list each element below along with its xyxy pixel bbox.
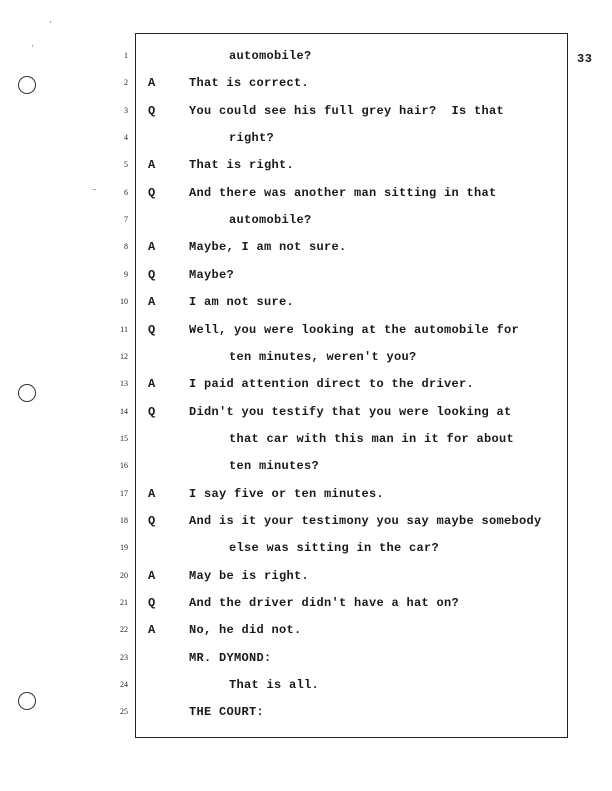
speaker-label: Q bbox=[148, 596, 156, 610]
transcript-line bbox=[0, 295, 612, 315]
line-number: 1 bbox=[124, 51, 128, 60]
line-text: automobile? bbox=[229, 49, 312, 63]
line-number: 3 bbox=[124, 105, 128, 115]
speaker-label: A bbox=[148, 568, 156, 583]
line-text: And there was another man sitting in that bbox=[189, 185, 497, 200]
line-number: 14 bbox=[120, 406, 128, 416]
line-text: I paid attention direct to the driver. bbox=[189, 377, 475, 392]
transcript-line bbox=[0, 596, 612, 616]
speaker-label: Q bbox=[148, 404, 156, 419]
transcript-line bbox=[0, 76, 612, 96]
transcript-line bbox=[0, 240, 612, 260]
line-text: Didn't you testify that you were looking at bbox=[189, 404, 512, 419]
line-text: Well, you were looking at the automobile for bbox=[189, 322, 520, 337]
transcript-line bbox=[0, 186, 612, 206]
speaker-label: Q bbox=[148, 267, 156, 282]
transcript-line bbox=[0, 350, 612, 370]
transcript-line bbox=[0, 705, 612, 725]
transcript-line bbox=[0, 49, 612, 69]
line-number: 15 bbox=[120, 433, 128, 443]
speaker-label: A bbox=[148, 486, 156, 501]
transcript-line bbox=[0, 213, 612, 233]
line-text: I am not sure. bbox=[189, 295, 295, 310]
line-text: THE COURT: bbox=[189, 705, 265, 720]
line-text: right? bbox=[229, 131, 275, 146]
transcript-line bbox=[0, 678, 612, 698]
transcript-line bbox=[0, 268, 612, 288]
page-number: 33 bbox=[577, 52, 593, 66]
line-number: 19 bbox=[120, 543, 128, 553]
line-number: 2 bbox=[124, 78, 128, 88]
line-number: 9 bbox=[124, 269, 128, 279]
line-number: 7 bbox=[124, 215, 128, 225]
line-text: that car with this man in it for about bbox=[229, 431, 515, 446]
speaker-label: A bbox=[148, 377, 156, 392]
speaker-label: A bbox=[148, 158, 156, 173]
line-number: 25 bbox=[120, 707, 128, 717]
line-number: 10 bbox=[120, 297, 128, 307]
line-text: That is correct. bbox=[189, 76, 310, 91]
scan-speck: · bbox=[48, 18, 53, 27]
line-number: 20 bbox=[120, 570, 128, 580]
line-text: No, he did not. bbox=[189, 623, 302, 638]
line-text: May be is right. bbox=[189, 568, 310, 583]
margin-dash: – bbox=[92, 186, 97, 195]
scan-speck: · bbox=[30, 42, 35, 51]
speaker-label: Q bbox=[148, 185, 156, 200]
line-text: That is right. bbox=[189, 158, 295, 173]
line-text: automobile? bbox=[229, 213, 312, 228]
line-number: 18 bbox=[120, 515, 128, 525]
line-number: 16 bbox=[120, 461, 128, 471]
line-text: That is all. bbox=[229, 678, 320, 693]
transcript-line bbox=[0, 405, 612, 425]
line-number: 11 bbox=[120, 324, 128, 334]
line-text: ten minutes? bbox=[229, 459, 320, 474]
transcript-line bbox=[0, 323, 612, 343]
transcript-line bbox=[0, 377, 612, 397]
line-text: And is it your testimony you say maybe somebody bbox=[189, 513, 542, 528]
line-text: ten minutes, weren't you? bbox=[229, 349, 417, 364]
line-number: 23 bbox=[120, 652, 128, 662]
speaker-label: A bbox=[148, 76, 156, 91]
transcript-line bbox=[0, 651, 612, 671]
transcript-line bbox=[0, 104, 612, 124]
line-text: You could see his full grey hair? Is that bbox=[189, 103, 505, 118]
transcript-line bbox=[0, 569, 612, 589]
speaker-label: Q bbox=[148, 103, 156, 118]
line-number: 17 bbox=[120, 488, 128, 498]
speaker-label: A bbox=[148, 623, 156, 638]
transcript-line bbox=[0, 432, 612, 452]
line-text: Maybe, I am not sure. bbox=[189, 240, 347, 255]
line-text: And the driver didn't have a hat on? bbox=[189, 596, 460, 610]
line-text: I say five or ten minutes. bbox=[189, 486, 385, 501]
line-number: 8 bbox=[124, 242, 128, 252]
line-number: 21 bbox=[120, 598, 128, 607]
line-number: 5 bbox=[124, 160, 128, 170]
transcript-line bbox=[0, 459, 612, 479]
line-number: 13 bbox=[120, 379, 128, 389]
line-number: 6 bbox=[124, 187, 128, 197]
line-number: 22 bbox=[120, 625, 128, 635]
line-text: else was sitting in the car? bbox=[229, 541, 440, 556]
transcript-line bbox=[0, 623, 612, 643]
line-number: 4 bbox=[124, 133, 128, 143]
speaker-label: A bbox=[148, 295, 156, 310]
speaker-label: Q bbox=[148, 322, 156, 337]
line-text: Maybe? bbox=[189, 267, 235, 282]
speaker-label: A bbox=[148, 240, 156, 255]
transcript-line bbox=[0, 158, 612, 178]
line-number: 24 bbox=[120, 680, 128, 690]
transcript-line bbox=[0, 487, 612, 507]
line-number: 12 bbox=[120, 351, 128, 361]
speaker-label: Q bbox=[148, 513, 156, 528]
transcript-line bbox=[0, 514, 612, 534]
transcript-line bbox=[0, 131, 612, 151]
transcript-line bbox=[0, 541, 612, 561]
line-text: MR. DYMOND: bbox=[189, 650, 272, 665]
